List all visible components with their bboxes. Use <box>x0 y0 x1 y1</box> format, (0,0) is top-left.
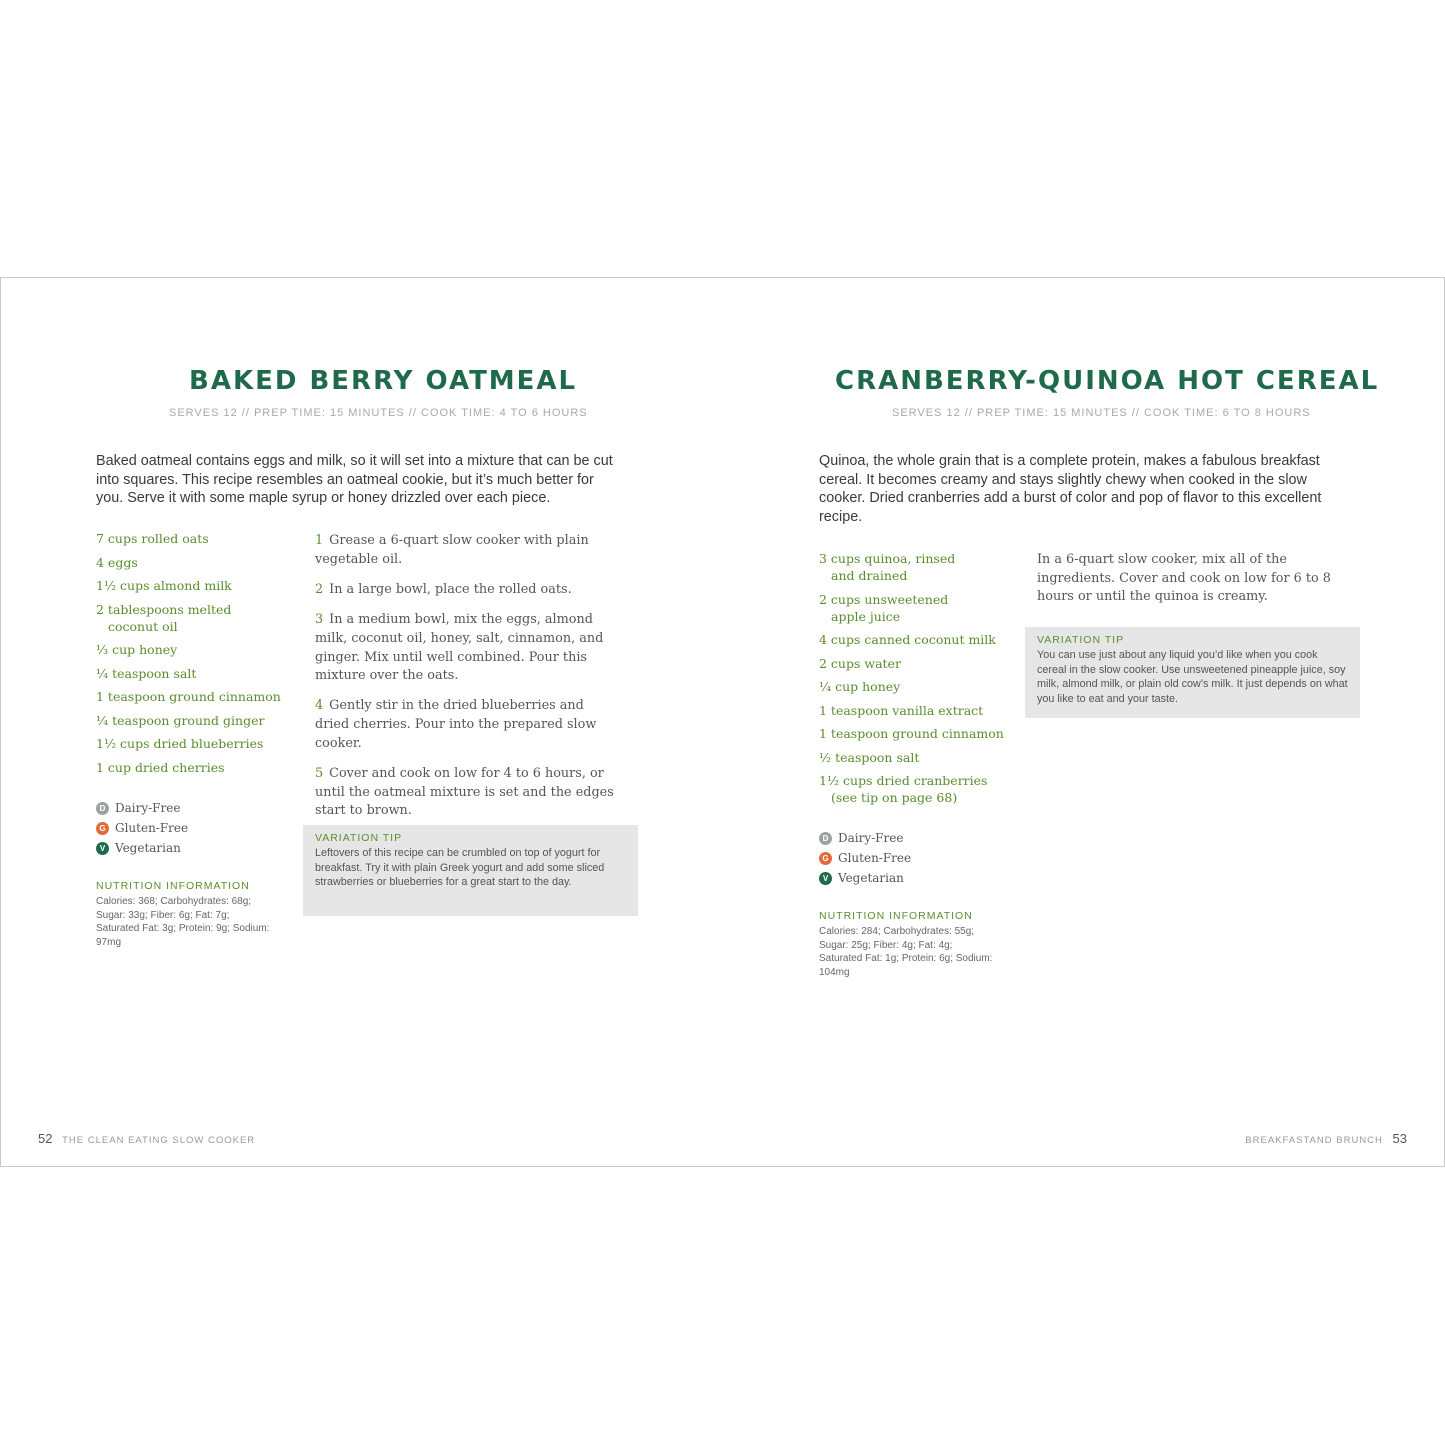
vegetarian-icon: V <box>819 872 832 885</box>
ingredient-item: 3 cups quinoa, rinsed and drained <box>819 551 956 583</box>
variation-tip-heading: VARIATION TIP <box>1037 634 1125 646</box>
ingredient-item: 2 tablespoons melted coconut oil <box>96 601 232 634</box>
variation-tip-text: You can use just about any liquid you’d like when you cook cereal in the slow cooker. Use unsweetened pineapple juice, soy milk, almond milk, or plain old cow’s milk. It just depends on what you like to eat and your taste. <box>1037 649 1348 705</box>
diet-label-text: Vegetarian <box>115 841 181 855</box>
ingredient-item: ½ teaspoon salt <box>819 749 920 765</box>
step-item <box>315 532 620 569</box>
vegetarian-icon: V <box>96 842 109 855</box>
diet-label-text: Gluten-Free <box>838 851 912 865</box>
variation-tip <box>303 825 638 916</box>
step-text: Grease a 6-quart slow cooker with plain vegetable oil. <box>315 533 589 567</box>
ingredient-item: 1½ cups dried cranberries (see tip on page 68) <box>819 773 988 805</box>
recipe-instructions: In a 6-quart slow cooker, mix all of the ingredients. Cover and cook on low for 6 to 8 hours or until the quinoa is creamy. <box>1037 552 1331 605</box>
diet-label-text: Dairy-Free <box>838 831 904 845</box>
diet-label-dairy-free <box>819 828 911 848</box>
dairy-free-icon: D <box>96 802 109 815</box>
page-number: 53 <box>1392 1131 1407 1146</box>
step-text: In a large bowl, place the rolled oats. <box>329 581 572 597</box>
page-footer <box>38 1131 255 1146</box>
variation-tip-text: Leftovers of this recipe can be crumbled on top of yogurt for breakfast. Try it with plain Greek yogurt and add some sliced strawberries or blueberries for a great start to the day. <box>315 847 605 889</box>
book-spread <box>0 277 1445 1167</box>
step-item <box>315 581 620 600</box>
ingredient-list <box>96 530 286 782</box>
ingredient-item: 1½ cups almond milk <box>96 578 232 593</box>
diet-label-vegetarian <box>96 838 188 858</box>
ingredient-item: 4 eggs <box>96 554 138 570</box>
page-number: 52 <box>38 1131 53 1146</box>
recipe-intro: Quinoa, the whole grain that is a complete protein, makes a fabulous breakfast cereal. It becomes creamy and stays slightly chewy when cooked in the slow cooker. Dried cranberries add a burst of color and pop of flavor to this excellent recipe. <box>819 453 1322 525</box>
step-item <box>315 611 620 686</box>
step-number: 4 <box>315 698 324 714</box>
gluten-free-icon: G <box>819 852 832 865</box>
step-number: 3 <box>315 612 324 628</box>
step-text: Cover and cook on low for 4 to 6 hours, or until the oatmeal mixture is set and the edges start to brown. <box>315 766 614 819</box>
ingredient-item: 1 cup dried cherries <box>96 759 225 775</box>
diet-label-gluten-free <box>96 818 188 838</box>
dairy-free-icon: D <box>819 832 832 845</box>
page-footer <box>1245 1131 1407 1146</box>
step-text: Gently stir in the dried blueberries and dried cherries. Pour into the prepared slow cooker. <box>315 698 597 751</box>
recipe-meta: SERVES 12 // PREP TIME: 15 MINUTES // COOK TIME: 6 TO 8 HOURS <box>892 407 1311 419</box>
ingredient-item: 4 cups canned coconut milk <box>819 632 996 647</box>
footer-title: THE CLEAN EATING SLOW COOKER <box>62 1135 256 1146</box>
ingredient-item: 2 cups unsweetened apple juice <box>819 591 949 624</box>
diet-label-vegetarian <box>819 868 911 888</box>
ingredient-item: 7 cups rolled oats <box>96 531 209 546</box>
diet-label-text: Gluten-Free <box>115 821 189 835</box>
nutrition-text: Calories: 284; Carbohydrates: 55g; Sugar: 25g; Fiber: 4g; Fat: 4g; Saturated Fat: 1g; Protein: 6g; Sodium: 104mg <box>819 926 993 978</box>
ingredient-item: ¼ teaspoon salt <box>96 665 197 681</box>
ingredient-item: ¼ cup honey <box>819 679 901 694</box>
recipe-title: CRANBERRY-QUINOA HOT CEREAL <box>835 366 1380 396</box>
nutrition-heading: NUTRITION INFORMATION <box>96 880 250 892</box>
step-item <box>315 765 620 821</box>
recipe-title: BAKED BERRY OATMEAL <box>189 366 578 396</box>
diet-label-dairy-free <box>96 798 188 818</box>
step-item <box>315 697 620 753</box>
diet-labels <box>96 798 188 858</box>
ingredient-list <box>819 550 1009 813</box>
step-number: 5 <box>315 766 324 782</box>
gluten-free-icon: G <box>96 822 109 835</box>
ingredient-item: 2 cups water <box>819 655 901 671</box>
recipe-intro: Baked oatmeal contains eggs and milk, so it will set into a mixture that can be cut into squares. This recipe resembles an oatmeal cookie, but it’s much better for you. Serve it with some maple syrup or honey drizzled over each piece. <box>96 453 613 507</box>
ingredient-item: ⅓ cup honey <box>96 642 178 657</box>
ingredient-item: 1 teaspoon vanilla extract <box>819 702 984 718</box>
step-list <box>315 532 620 833</box>
left-page <box>1 278 723 1166</box>
step-number: 2 <box>315 581 324 597</box>
recipe-meta: SERVES 12 // PREP TIME: 15 MINUTES // COOK TIME: 4 TO 6 HOURS <box>169 407 588 419</box>
variation-tip-heading: VARIATION TIP <box>315 832 403 844</box>
nutrition-text: Calories: 368; Carbohydrates: 68g; Sugar: 33g; Fiber: 6g; Fat: 7g; Saturated Fat: 3g; Protein: 9g; Sodium: 97mg <box>96 896 270 948</box>
nutrition-heading: NUTRITION INFORMATION <box>819 910 973 922</box>
diet-label-text: Vegetarian <box>838 871 904 885</box>
diet-labels <box>819 828 911 888</box>
ingredient-item: 1 teaspoon ground cinnamon <box>96 689 281 704</box>
variation-tip <box>1025 627 1360 718</box>
footer-title: BREAKFASTAND BRUNCH <box>1245 1135 1383 1146</box>
ingredient-item: 1½ cups dried blueberries <box>96 736 264 751</box>
diet-label-gluten-free <box>819 848 911 868</box>
step-number: 1 <box>315 533 324 548</box>
step-text: In a medium bowl, mix the eggs, almond milk, coconut oil, honey, salt, cinnamon, and ginger. Mix until well combined. Pour this mixture over the oats. <box>315 612 604 684</box>
diet-label-text: Dairy-Free <box>115 801 181 815</box>
right-page <box>723 278 1444 1166</box>
ingredient-item: 1 teaspoon ground cinnamon <box>819 726 1004 741</box>
ingredient-item: ¼ teaspoon ground ginger <box>96 712 265 728</box>
